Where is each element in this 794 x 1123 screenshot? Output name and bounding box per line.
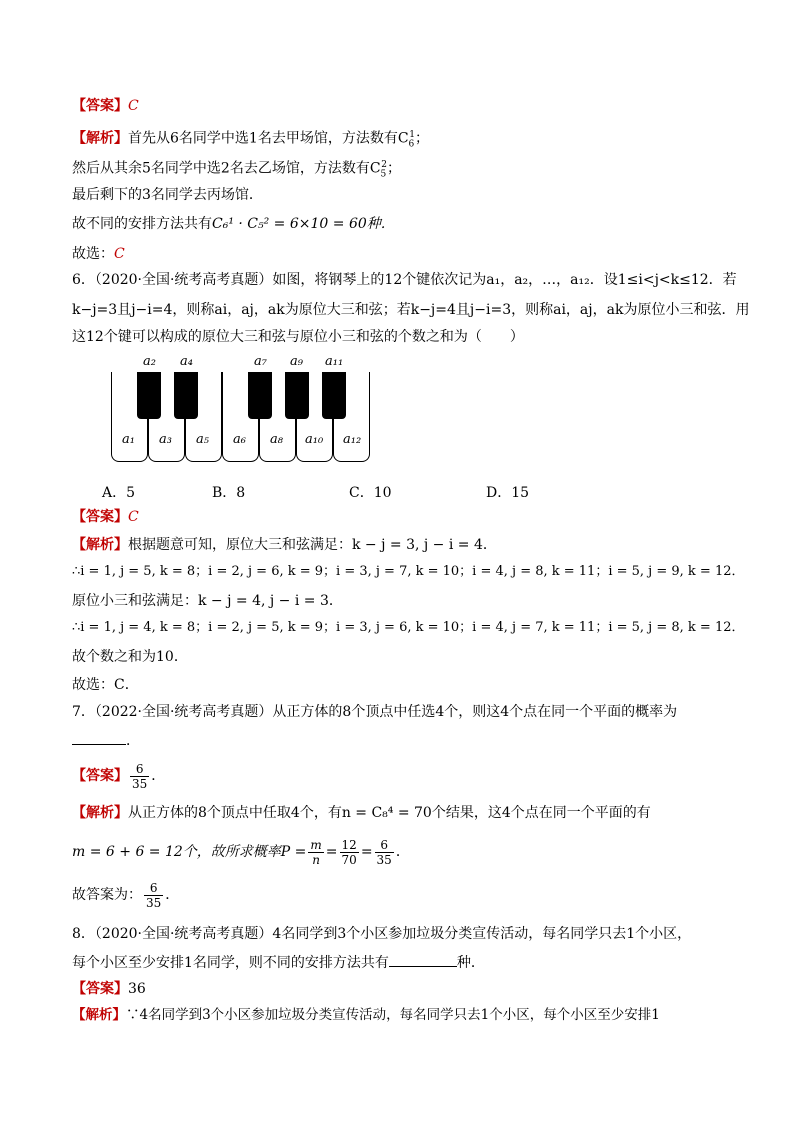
q6-stem-2: k−j=3且j−i=4，则称ai，aj，ak为原位大三和弦；若k−j=4且j−i=3，则称ai，aj，ak为原位小三和弦．用 (72, 302, 750, 318)
q7-result: 故答案为： $\frac{6}{35}$ ． (72, 880, 180, 910)
white-key-label: a₁₂ (343, 432, 362, 447)
white-key-label: a₁ (122, 432, 135, 447)
white-key-label: a₈ (270, 432, 283, 447)
choice-c: C．10 (349, 485, 392, 501)
q6-analysis-4: ∴i = 1, j = 4, k = 8；i = 2, j = 5, k = 9；i = 3, j = 6, k = 10；i = 4, j = 7, k = 11；i = 5, j = 8, k = 12． (72, 620, 745, 635)
q5-analysis-line-4: 故不同的安排方法共有C₆¹ · C₅² = 6×10 = 60种． (72, 216, 395, 232)
choice-a: A．5 (102, 485, 136, 501)
black-key (174, 372, 198, 419)
q7-answer: 【答案】 $\frac{6}{35}$ ． (72, 761, 166, 791)
q8-answer: 【答案】36 (72, 981, 146, 997)
white-key-label: a₅ (196, 432, 209, 447)
q8-stem-1: 8．（2020·全国·统考高考真题）4名同学到3个小区参加垃圾分类宣传活动，每名同学只去1个小区， (72, 926, 692, 942)
q5-choose: 故选：C (72, 246, 125, 262)
q5-formula: C₆¹ · C₅² = 6×10 = 60种． (212, 216, 395, 232)
piano-figure (111, 372, 373, 464)
q6-analysis-5: 故个数之和为10． (72, 649, 188, 665)
q6-stem-3: 这12个键可以构成的原位大三和弦与原位小三和弦的个数之和为（ ） (72, 329, 524, 345)
answer-value: C (128, 98, 139, 114)
black-key-label: a₄ (180, 354, 193, 369)
q7-analysis-1: 【解析】从正方体的8个顶点中任取4个，有n = C₈⁴ = 70个结果，这4个点在同一个平面的有 (72, 805, 651, 821)
q6-analysis-2: ∴i = 1, j = 5, k = 8；i = 2, j = 6, k = 9；i = 3, j = 7, k = 10；i = 4, j = 8, k = 11；i = 5, j = 9, k = 12． (72, 564, 745, 579)
q5-analysis-line-1: 【解析】首先从6名同学中选1名去甲场馆，方法数有$C_6^1$； (72, 130, 429, 150)
white-key-label: a₆ (233, 432, 246, 447)
q5-answer (72, 96, 139, 116)
q6-analysis-3: 原位小三和弦满足：k − j = 4, j − i = 3． (72, 593, 343, 609)
black-key (322, 372, 346, 419)
q6-stem-1: 6．（2020·全国·统考高考真题）如图，将钢琴上的12个键依次记为a₁，a₂，…，a₁₂．设1≤i<j<k≤12．若 (72, 272, 737, 288)
q7-analysis-2: m = 6 + 6 = 12个，故所求概率P = $\frac{m}{n}$ = $\frac{12}{70}$ = $\frac{6}{35}$ ． (72, 837, 410, 867)
q8-analysis: 【解析】∵4名同学到3个小区参加垃圾分类宣传活动，每名同学只去1个小区，每个小区至少安排1 (72, 1007, 660, 1023)
black-key (285, 372, 309, 419)
q5-analysis-line-3: 最后剩下的3名同学去丙场馆． (72, 187, 263, 203)
choice-b: B．8 (212, 485, 246, 501)
q8-stem-2: 每个小区至少安排1名同学，则不同的安排方法共有 种． (72, 952, 485, 973)
q7-answer-fraction: $\frac{6}{35}$ (132, 761, 148, 791)
q7-stem: 7．（2022·全国·统考高考真题）从正方体的8个顶点中任选4个，则这4个点在同一个平面的概率为 (72, 704, 678, 720)
black-key-label: a₉ (290, 354, 303, 369)
black-key (248, 372, 272, 419)
black-key-label: a₁₁ (325, 354, 344, 369)
q6-analysis-6: 故选：C． (72, 677, 139, 693)
choice-d: D．15 (486, 485, 530, 501)
q6-analysis-1: 【解析】根据题意可知，原位大三和弦满足：k − j = 3, j − i = 4． (72, 537, 497, 553)
white-key-label: a₁₀ (305, 432, 324, 447)
white-key-label: a₃ (159, 432, 172, 447)
black-key (137, 372, 161, 419)
answer-tag: 【答案】 (72, 98, 128, 114)
q5-analysis-line-2: 然后从其余5名同学中选2名去乙场馆，方法数有$C_5^2$； (72, 160, 401, 180)
q6-answer: 【答案】C (72, 509, 139, 525)
analysis-tag: 【解析】 (72, 130, 128, 147)
q7-blank: ． (72, 730, 140, 751)
black-key-label: a₇ (254, 354, 267, 369)
black-key-label: a₂ (143, 354, 156, 369)
